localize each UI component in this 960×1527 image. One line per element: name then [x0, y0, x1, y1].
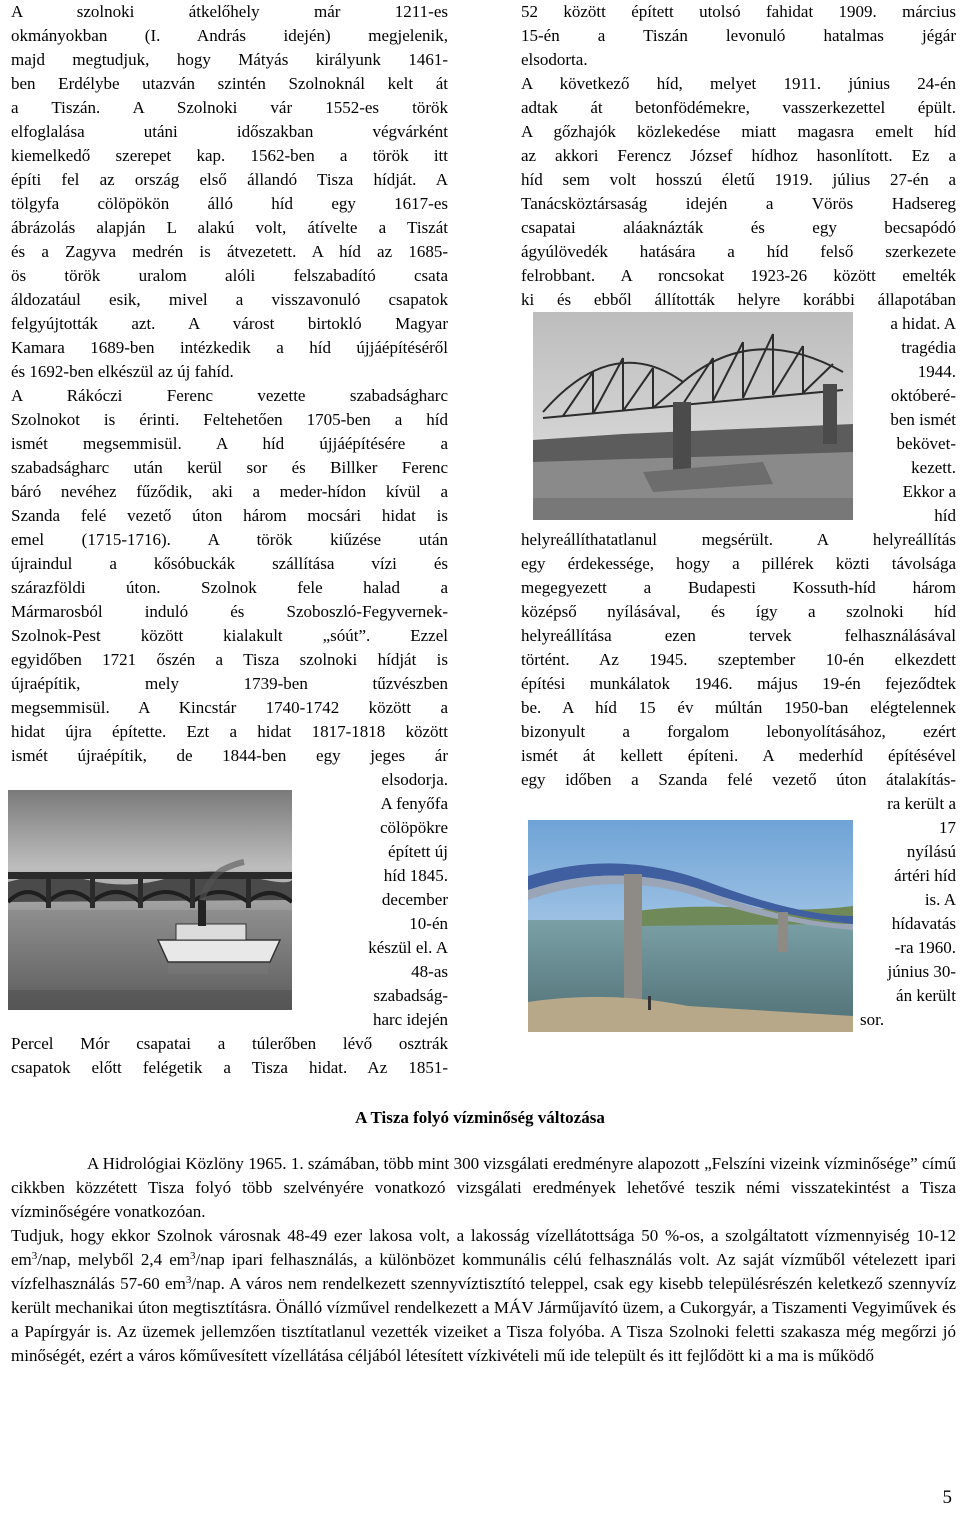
para2-part-b: /nap, melyből 2,4 em: [37, 1250, 190, 1269]
text-line: egy időben a Szanda felé vezető úton átalakítás-: [521, 770, 956, 789]
text-line: harc idején: [372, 1010, 448, 1029]
right-wrap-text-1: [860, 312, 956, 528]
text-line: középső nyílásával, és így a szolnoki híd: [521, 602, 956, 621]
text-line: báró nevéhez fűződik, aki a meder-hídon kívül a: [11, 482, 448, 501]
text-line: helyreállíthatatlanul megsérült. A helyreállítás: [521, 530, 956, 549]
text-line: 15-én a Tiszán levonuló hatalmas jégár: [521, 26, 956, 45]
text-line: kiemelkedő szerepet kap. 1562-ben a török itt: [11, 146, 448, 165]
para2-part-a: Tudjuk, hogy ekkor Szolnok városnak 48-49 ezer lakosa volt, a lakosság vízellátottsága 50 %-os, a szolgáltatott vízmennyiség 10-12 em: [11, 1226, 956, 1269]
text-line: ös török uralom alóli felszabadító csata: [11, 266, 448, 285]
photo-modern-bridge: [528, 820, 853, 1032]
text-line: emel (1715-1716). A török kiűzése után: [11, 530, 448, 549]
text-line: az akkori Ferencz József hídhoz hasonlított. Ez a: [521, 146, 956, 165]
text-line: okmányokban (I. András idején) megjelenik,: [11, 26, 448, 45]
text-line: egyidőben 1721 őszén a Tisza szolnoki hídját is: [11, 650, 448, 669]
text-line: bizonyult a forgalom lebonyolításához, ezért: [521, 722, 956, 741]
text-line: elsodorta.: [521, 50, 588, 69]
text-line: ben Erdélybe utazván szintén Szolnoknál kelt át: [11, 74, 448, 93]
text-line: Szolnok-Pest között kialakult „sóút”. Ezzel: [11, 626, 448, 645]
text-line: ábrázolás alapján L alakú volt, átívelte a Tiszát: [11, 218, 448, 237]
superscript-3: 3: [190, 1250, 196, 1262]
photo-truss-bridge: [533, 312, 853, 520]
text-line: a Tiszán. A Szolnoki vár 1552-es török: [11, 98, 448, 117]
text-line: -ra 1960.: [894, 938, 956, 957]
photo-wooden-bridge: [8, 790, 292, 1010]
text-line: Kamara 1689-ben intézkedik a híd újjáépítéséről: [11, 338, 448, 357]
text-line: Tanácsköztársaság idején a Vörös Hadsereg: [521, 194, 956, 213]
text-line: és a Zagyva medrén is átvezetett. A híd az 1685-: [11, 242, 448, 261]
text-line: történt. Az 1945. szeptember 10-én elkezdett: [521, 650, 956, 669]
text-line: tölgyfa cölöpökön álló híd egy 1617-es: [11, 194, 448, 213]
text-line: elsodorja.: [381, 770, 448, 789]
left-column-text: [11, 0, 448, 768]
text-line: A szolnoki átkelőhely már 1211-es: [11, 2, 448, 21]
para2-part-d: /nap. A város nem rendelkezett szennyvíztisztító teleppel, csak egy kisebb településrészén keletkező szennyvíz került mechanikai úton megtisztításra. Önálló vízművel rendelkezett a MÁV Járműjavító üzem, a Cukorgyár, a Tiszamenti Vegyiművek és a Papírgyár is. Az üzemek jellemzően tisztítatlanul vezették vizeiket a Tisza folyóba. A Tisza Szolnoki feletti szakasza még megőrzi jó minőségét, ezért a város kőművesített vízellátása céljából létesített vízkivételi mű ide települt és itt fejlődött ki a ma is működő: [11, 1274, 957, 1365]
text-line: híd 1845.: [383, 866, 448, 885]
text-line: hidat újra építette. Ezt a hidat 1817-1818 között: [11, 722, 448, 741]
right-wrap-text-2: [860, 792, 956, 1032]
text-line: ki és ebből állították helyre korábbi állapotában: [521, 290, 956, 309]
right-column-text: [521, 0, 956, 312]
page-number: 5: [942, 1487, 952, 1508]
section-paragraph-2: [11, 1224, 956, 1368]
text-line: a hidat. A: [890, 314, 956, 333]
left-tail-text: [11, 1032, 448, 1080]
text-line: Szanda felé vezető úton három mocsári hidat is: [11, 506, 448, 525]
text-line: 17: [939, 818, 956, 837]
text-line: 1944.: [917, 362, 956, 381]
text-line: kezett.: [911, 458, 956, 477]
text-line: felgyújtották azt. A várost birtokló Magyar: [11, 314, 448, 333]
text-line: újraindul a kősóbuckák szállítása vízi és: [11, 554, 448, 573]
text-line: A Rákóczi Ferenc vezette szabadságharc: [11, 386, 448, 405]
text-line: helyreállítása ezen tervek felhasználásával: [521, 626, 956, 645]
text-line: csapatok előtt felégetik a Tisza hidat. Az 1851-: [11, 1058, 448, 1077]
right-middle-lines: [521, 528, 956, 792]
text-line: újraépítik, mely 1739-ben tűzvészben: [11, 674, 448, 693]
right-wrap2-lines: [860, 792, 956, 1032]
text-line: ben ismét: [890, 410, 956, 429]
text-line: cölöpökre: [380, 818, 448, 837]
text-line: A következő híd, melyet 1911. június 24-én: [521, 74, 956, 93]
text-line: 52 között épített utolsó fahidat 1909. március: [521, 2, 956, 21]
text-line: ártéri híd: [894, 866, 956, 885]
text-line: építi fel az ország első állandó Tisza hídját. A: [11, 170, 448, 189]
left-wrap-text: [300, 768, 448, 1032]
text-line: ismét megsemmisül. A híd újjáépítésére a: [11, 434, 448, 453]
text-line: ismét át kellett építeni. A mederhíd építésével: [521, 746, 956, 765]
superscript-3: 3: [185, 1274, 192, 1286]
text-line: is. A: [924, 890, 956, 909]
text-line: adtak át betonfödémekre, vasszerkezettel épült.: [521, 98, 956, 117]
left-main-paragraphs: [11, 0, 448, 768]
text-line: felrobbant. A roncsokat 1923-26 között emelték: [521, 266, 956, 285]
text-line: szárazföldi úton. Szolnok fele halad a: [11, 578, 448, 597]
text-line: szabadság-: [373, 986, 448, 1005]
text-line: megsemmisül. A Kincstár 1740-1742 között a: [11, 698, 448, 717]
text-line: tragédia: [901, 338, 956, 357]
text-line: Szolnokot is érinti. Feltehetően 1705-ben a híd: [11, 410, 448, 429]
text-line: hídavatás: [891, 914, 956, 933]
text-line: szabadságharc után kerül sor és Billker Ferenc: [11, 458, 448, 477]
section-paragraph-1: A Hidrológiai Közlöny 1965. 1. számában, több mint 300 vizsgálati eredményre alapozott „Felszíni vizeink vízminősége” című cikkben közzétett Tisza folyó több szelvényére vonatkozó vizsgálati eredmények lehetővé teszik némi visszatekintést a Tisza vízminőségére vonatkozóan.: [11, 1154, 956, 1221]
text-line: Mármarosból induló és Szoboszló-Fegyvernek-: [11, 602, 448, 621]
text-line: ra került a: [887, 794, 956, 813]
text-line: án került: [896, 986, 956, 1005]
text-line: egy érdekessége, hogy a pillérek közti távolsága: [521, 554, 956, 573]
text-line: megegyezett a Budapesti Kossuth-híd három: [521, 578, 956, 597]
text-line: bekövet-: [896, 434, 956, 453]
text-line: nyílású: [906, 842, 956, 861]
text-line: épített új: [388, 842, 448, 861]
text-line: 10-én: [409, 914, 448, 933]
para2-part-c: /nap ipari felhasználás, a különbözet kommunális célú felhasználás volt. Az saját vízműből vételezett ipari vízfelhasználás 57-60 em: [11, 1250, 956, 1293]
section-body: [11, 1152, 956, 1368]
text-line: októberé-: [890, 386, 956, 405]
text-line: majd megtudjuk, hogy Mátyás királyunk 1461-: [11, 50, 448, 69]
text-line: június 30-: [887, 962, 956, 981]
text-line: építési munkálatok 1946. május 19-én fejeződtek: [521, 674, 956, 693]
text-line: december: [381, 890, 448, 909]
text-line: Percel Mór csapatai a túlerőben lévő osztrák: [11, 1034, 448, 1053]
steel-truss-bridge-photo-icon: [533, 312, 853, 520]
section-heading: A Tisza folyó vízminőség változása: [355, 1108, 605, 1127]
text-line: be. A híd 15 év múltán 1950-ban elégtelennek: [521, 698, 956, 717]
wooden-bridge-steamboat-photo-icon: [8, 790, 292, 1010]
text-line: A fenyőfa: [380, 794, 448, 813]
right-top-lines: [521, 0, 956, 312]
text-line: elfoglalása utáni időszakban végvárként: [11, 122, 448, 141]
text-line: csapatai aláaknázták és egy becsapódó: [521, 218, 956, 237]
text-line: készül el. A: [368, 938, 448, 957]
text-line: A gőzhajók közlekedése miatt magasra emelt híd: [521, 122, 956, 141]
text-line: Ekkor a: [902, 482, 956, 501]
right-middle-text: [521, 528, 956, 792]
text-line: ágyúlövedék hatására a híd felső szerkezete: [521, 242, 956, 261]
text-line: áldozatául esik, mivel a visszavonuló csapatok: [11, 290, 448, 309]
superscript-3: 3: [31, 1250, 38, 1262]
text-line: és 1692-ben elkészül az új fahíd.: [11, 362, 234, 381]
left-tail-lines: [11, 1032, 448, 1080]
text-line: híd: [934, 506, 956, 525]
text-line: ismét újraépítik, de 1844-ben egy jeges ár: [11, 746, 448, 765]
right-wrap1-lines: [860, 312, 956, 528]
modern-arch-bridge-photo-icon: [528, 820, 853, 1032]
text-line: sor.: [860, 1010, 885, 1029]
text-line: híd sem volt hosszú életű 1919. július 27-én a: [521, 170, 956, 189]
text-line: 48-as: [411, 962, 448, 981]
left-wrap-lines: [300, 768, 448, 1032]
